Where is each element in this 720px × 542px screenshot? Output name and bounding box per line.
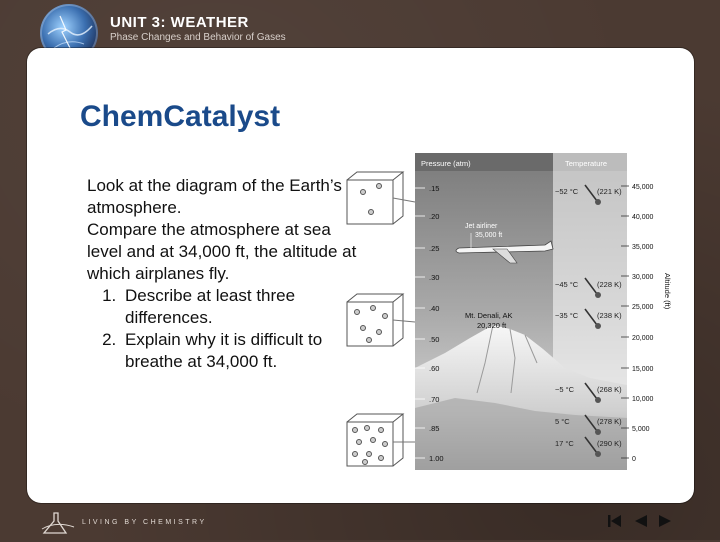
pressure-label: .40 (429, 304, 440, 313)
intro-paragraph-1: Look at the diagram of the Earth’s atmosphere. (87, 176, 342, 217)
next-slide-icon[interactable] (656, 514, 674, 528)
thermometer-bulb (595, 199, 601, 205)
altitude-label: 40,000 (632, 214, 654, 221)
first-slide-icon[interactable] (606, 514, 624, 528)
header-pressure: Pressure (atm) (421, 159, 471, 168)
flask-logo-icon (40, 511, 76, 542)
dense-gas-box (347, 414, 403, 466)
previous-slide-icon[interactable] (632, 514, 650, 528)
temperature-celsius: −5 °C (555, 385, 575, 394)
temperature-kelvin: (290 K) (597, 439, 622, 448)
altitude-label: 10,000 (632, 396, 654, 403)
slide-body (87, 175, 362, 373)
unit-title: UNIT 3: WEATHER (110, 14, 249, 31)
altitude-label: 25,000 (632, 304, 654, 311)
pressure-label: .25 (429, 244, 440, 253)
footer-brand: LIVING BY CHEMISTRY (82, 519, 207, 526)
temperature-kelvin: (278 K) (597, 417, 622, 426)
altitude-label: 45,000 (632, 184, 654, 191)
mountain-label-line-2: 20,320 ft (477, 321, 507, 330)
altitude-label: 5,000 (632, 426, 650, 433)
pressure-label: .85 (429, 424, 440, 433)
unit-subtitle: Phase Changes and Behavior of Gases (110, 32, 286, 43)
thermometer-bulb (595, 323, 601, 329)
pressure-label: 1.00 (429, 454, 444, 463)
altitude-axis-label: Altitude (ft) (663, 273, 672, 310)
step-item: 1. Describe at least three differences. (121, 285, 362, 329)
jet-label-line-1: Jet airliner (465, 223, 498, 230)
pressure-label: .15 (429, 184, 440, 193)
temperature-kelvin: (221 K) (597, 187, 622, 196)
thermometer-bulb (595, 397, 601, 403)
temperature-kelvin: (238 K) (597, 311, 622, 320)
temperature-celsius: −45 °C (555, 280, 579, 289)
temperature-celsius: −35 °C (555, 311, 579, 320)
altitude-label: 0 (632, 456, 636, 463)
thermometer-bulb (595, 292, 601, 298)
altitude-label: 15,000 (632, 366, 654, 373)
mountain-label-line-1: Mt. Denali, AK (465, 311, 513, 320)
altitude-label: 30,000 (632, 274, 654, 281)
temperature-celsius: 17 °C (555, 439, 574, 448)
step-item: 2. Explain why it is difficult to breathe at 34,000 ft. (121, 329, 362, 373)
pressure-label: .60 (429, 364, 440, 373)
molecule-boxes (345, 172, 405, 477)
atmosphere-diagram (415, 153, 672, 470)
thermometer-bulb (595, 451, 601, 457)
pressure-label: .30 (429, 273, 440, 282)
pressure-label: .20 (429, 212, 440, 221)
altitude-label: 35,000 (632, 244, 654, 251)
temperature-celsius: 5 °C (555, 417, 570, 426)
intro-paragraph-2: Compare the atmosphere at sea level and at 34,000 ft, the altitude at which airplanes fly. (87, 220, 357, 283)
temperature-kelvin: (268 K) (597, 385, 622, 394)
temperature-kelvin: (228 K) (597, 280, 622, 289)
header-temperature: Temperature (565, 159, 608, 168)
temperature-celsius: −52 °C (555, 187, 579, 196)
thermometer-bulb (595, 429, 601, 435)
altitude-label: 20,000 (632, 335, 654, 342)
step-list (87, 285, 362, 373)
pressure-label: .50 (429, 335, 440, 344)
jet-label-line-2: 35,000 ft (475, 232, 503, 239)
pressure-label: .70 (429, 395, 440, 404)
slide-title: ChemCatalyst (80, 100, 281, 133)
